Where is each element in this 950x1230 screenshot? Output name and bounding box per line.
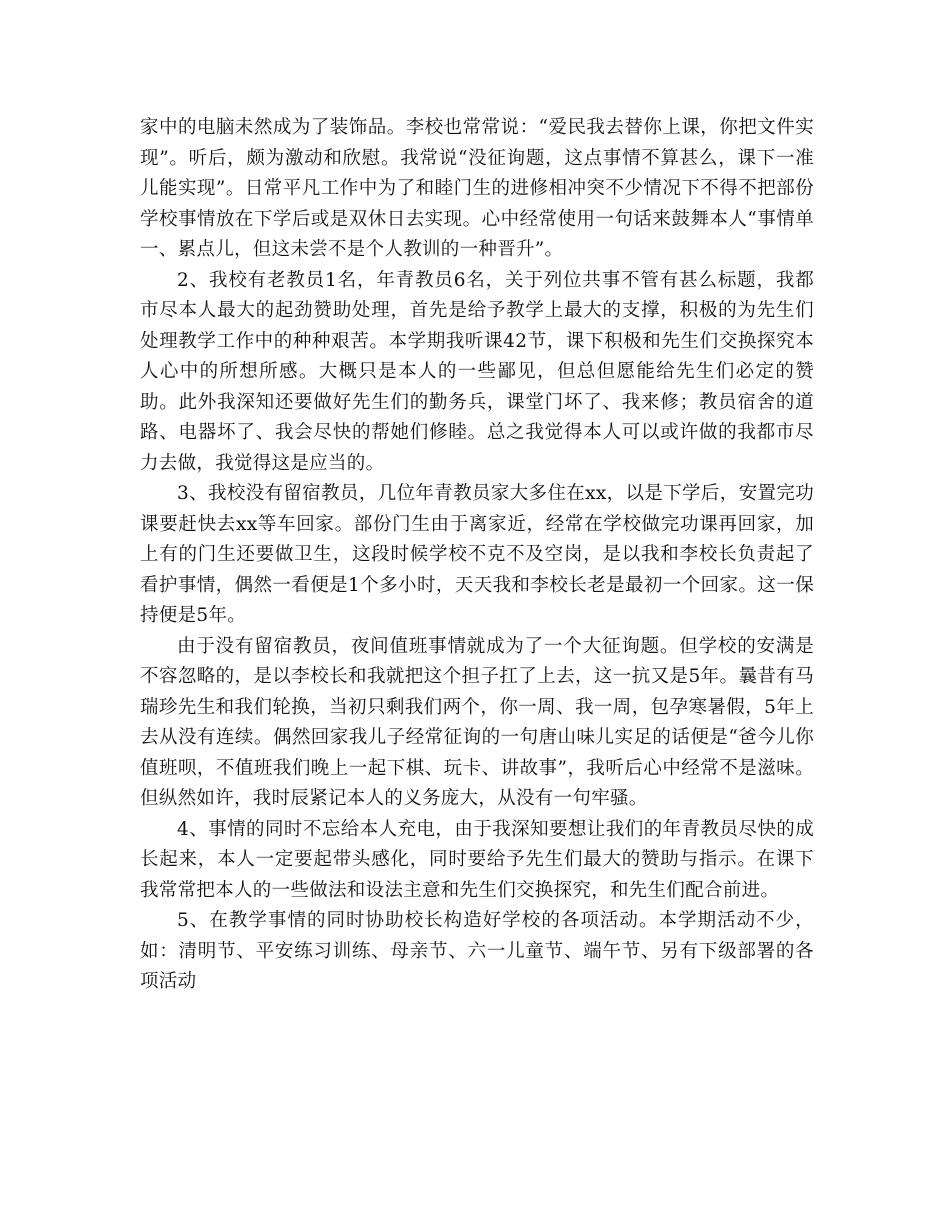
paragraph-item-3: 3、我校没有留宿教员，几位年青教员家大多住在xx，以是下学后，安置完功课要赶快去xx等车回家。部份门生由于离家近，经常在学校做完功课再回家，加上有的门生还要做卫生，这段时候学校不克不及空岗，是以我和李校长负责起了看护事情，偶然一看便是1个多小时，天天我和李校长老是最初一个回家。这一保持便是5年。 <box>140 483 814 626</box>
paragraph-item-2: 2、我校有老教员1名，年青教员6名，关于列位共事不管有甚么标题，我都市尽本人最大的起劲赞助处理，首先是给予教学上最大的支撑，积极的为先生们处理教学工作中的种种艰苦。本学期我听课42节，课下积极和先生们交换探究本人心中的所想所感。大概只是本人的一些鄙见，但总但愿能给先生们必定的赞助。此外我深知还要做好先生们的勤务兵，课堂门坏了、我来修；教员宿舍的道路、电器坏了、我会尽快的帮她们修睦。总之我觉得本人可以或许做的我都市尽力去做，我觉得这是应当的。 <box>140 269 814 474</box>
document-body <box>140 113 814 998</box>
paragraph-item-4: 4、事情的同时不忘给本人充电，由于我深知要想让我们的年青教员尽快的成长起来，本人一定要起带头感化，同时要给予先生们最大的赞助与指示。在课下我常常把本人的一些做法和设法主意和先生们交换探究，和先生们配合前进。 <box>140 818 814 901</box>
paragraph-item-5: 5、在教学事情的同时协助校长构造好学校的各项活动。本学期活动不少，如：清明节、平安练习训练、母亲节、六一儿童节、端午节、另有下级部署的各项活动 <box>140 910 814 992</box>
paragraph-continuation: 家中的电脑未然成为了装饰品。李校也常常说：“爱民我去替你上课，你把文件实现”。听后，颇为激动和欣慰。我常说“没征询题，这点事情不算甚么，课下一准儿能实现”。日常平凡工作中为了和睦门生的进修相冲突不少情况下不得不把部份学校事情放在下学后或是双休日去实现。心中经常使用一句话来鼓舞本人“事情单一、累点儿，但这未尝不是个人教训的一种晋升”。 <box>140 117 814 260</box>
paragraph-night-duty: 由于没有留宿教员，夜间值班事情就成为了一个大征询题。但学校的安满是不容忽略的，是以李校长和我就把这个担子扛了上去，这一抗又是5年。曩昔有马瑞珍先生和我们轮换，当初只剩我们两个，你一周、我一周，包孕寒暑假，5年上去从没有连续。偶然回家我儿子经常征询的一句唐山味儿实足的话便是“爸今儿你值班呗，不值班我们晚上一起下棋、玩卡、讲故事”，我听后心中经常不是滋味。但纵然如许，我时辰紧记本人的义务庞大，从没有一句牢骚。 <box>140 635 814 809</box>
